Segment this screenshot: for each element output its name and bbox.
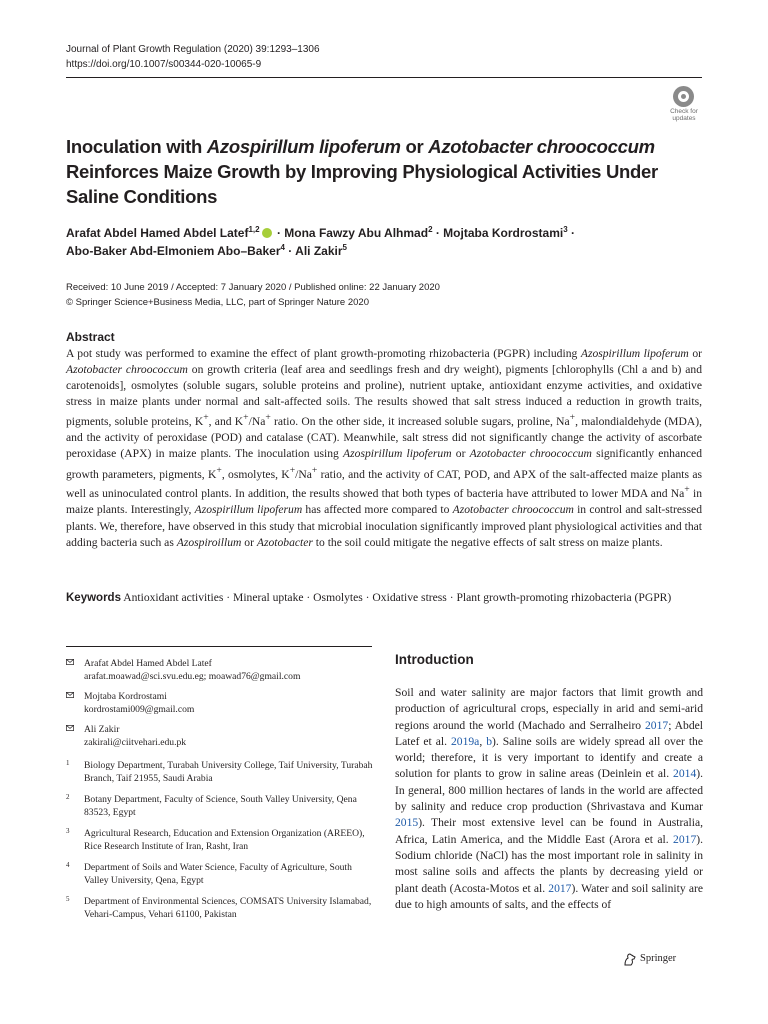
affiliation [66, 793, 376, 819]
affiliation-text: Botany Department, Faculty of Science, South Valley University, Qena 83523, Egypt [84, 794, 357, 818]
check-updates-label: Check for updates [670, 108, 698, 122]
author-list: Arafat Abdel Hamed Abdel Latef$^{1,2}$ · Mona Fawzy Abu Alhmad$^2$ · Mojtaba Kordrostami$^3$ · Abo-Baker Abd-Elmoniem Abo–Baker$^4$ · Ali Zakir$^5$ [66, 225, 575, 258]
citation-link[interactable]: 2017 [645, 718, 669, 732]
article-title: Inoculation with Azospirillum lipoferum or Azotobacter chroococcum Reinforces Maize Growth by Improving Physiological Activities Under Saline Conditions [66, 136, 658, 207]
affiliation-number: 3 [66, 827, 70, 835]
publisher-footer [623, 951, 703, 969]
springer-label: Springer [640, 953, 677, 964]
citation-link[interactable]: 2017 [673, 832, 697, 846]
affiliation-text: Department of Environmental Sciences, COMSATS University Islamabad, Vehari-Campus, Vehari 61100, Pakistan [84, 896, 372, 920]
affiliation [66, 827, 376, 853]
envelope-icon [66, 692, 74, 698]
affiliation-number: 2 [66, 793, 70, 801]
doi-link[interactable]: https://doi.org/10.1007/s00344-020-10065-9 [66, 59, 262, 70]
envelope-icon [66, 659, 74, 665]
publication-dates [66, 280, 702, 310]
keywords [66, 590, 702, 606]
orcid-icon[interactable] [262, 228, 272, 238]
check-for-updates-badge[interactable] [665, 85, 703, 125]
author-name: Abo-Baker Abd-Elmoniem Abo–Baker [66, 244, 281, 258]
affiliation-number: 4 [66, 861, 70, 869]
affiliation-text: Biology Department, Turabah University College, Taif University, Turabah Branch, Taif 21955, Saudi Arabia [84, 760, 373, 784]
footnote-rule [66, 646, 372, 647]
keywords-list: Antioxidant activities · Mineral uptake · Osmolytes · Oxidative stress · Plant growth-promoting rhizobacteria (PGPR) [120, 591, 672, 604]
citation-link[interactable]: 2017 [548, 881, 572, 895]
header-rule [66, 77, 702, 78]
contact-entry [66, 657, 376, 683]
author-name: Arafat Abdel Hamed Abdel Latef [66, 226, 249, 240]
contact-email[interactable]: arafat.moawad@sci.svu.edu.eg; moawad76@gmail.com [84, 671, 301, 682]
affiliation-text: Agricultural Research, Education and Extension Organization (AREEO), Rice Research Institute of Iran, Rasht, Iran [84, 828, 365, 852]
contact-entry [66, 723, 376, 749]
history-dates: Received: 10 June 2019 / Accepted: 7 January 2020 / Published online: 22 January 2020 [66, 282, 440, 293]
affiliation-text: Department of Soils and Water Science, Faculty of Agriculture, South Valley University, Qena, Egypt [84, 862, 352, 886]
citation-link[interactable]: 2019a [450, 734, 480, 748]
contact-email[interactable]: kordrostami009@gmail.com [84, 704, 195, 715]
contact-name: Ali Zakir [84, 724, 120, 735]
envelope-icon [66, 725, 74, 731]
contact-entry [66, 690, 376, 716]
copyright-line: © Springer Science+Business Media, LLC, part of Springer Nature 2020 [66, 297, 369, 308]
author-name: · Ali Zakir [284, 244, 343, 258]
author-name: · Mojtaba Kordrostami [432, 226, 564, 240]
citation-link[interactable]: 2014 [673, 767, 697, 781]
abstract-body: A pot study was performed to examine the effect of plant growth-promoting rhizobacteria (PGPR) including Azospirillum lipoferum or Azotobacter chroococcum on growth criteria (leaf area and seedlings fresh and dry weight), pigments [chlorophylls (Chl a and b) and carotenoids], osmolytes (soluble sugars, soluble proteins and proline), nutrient uptake, antioxidant enzyme activities, and oxidative stress in maize plants under normal and salt-affected soils. The results showed that salt stress induced a reduction in growth traits, pigments, soluble proteins, K+, and K+/Na+ ratio. On the other side, it increased soluble sugars, proline, Na+, malondialdehyde (MDA), and the activity of peroxidase (POD) and catalase (CAT). Meanwhile, salt stress did not significantly change the activity of ascorbate peroxidase (APX) in maize plants. The inoculation using Azospirillum lipoferum or Azotobacter chroococcum significantly enhanced growth parameters, pigments, K+, osmolytes, K+/Na+ ratio, and the activity of CAT, POD, and APX of the salt-affected maize plants as well as uninoculated control plants. In addition, the results showed that both types of bacteria have attributed to lower MDA and Na+ in maize plants. Interestingly, Azospirillum lipoferum has affected more compared to Azotobacter chroococcum in control and salt-stressed plants. We, therefore, have observed in this study that microbial inoculation significantly improved plant physiological activities and that adding bacteria such as Azospiroillum or Azotobacter to the soil could mitigate the negative effects of salt stress on maize plants. [66, 347, 703, 549]
contact-email[interactable]: zakirali@ciitvehari.edu.pk [84, 737, 187, 748]
introduction-heading: Introduction [395, 652, 474, 667]
journal-citation [66, 42, 320, 72]
journal-line: Journal of Plant Growth Regulation (2020) 39:1293–1306 [66, 44, 320, 55]
contact-name: Arafat Abdel Hamed Abdel Latef [84, 658, 212, 669]
contact-name: Mojtaba Kordrostami [84, 691, 167, 702]
springer-horse-icon [623, 953, 637, 966]
affiliation-number: 5 [66, 895, 70, 903]
citation-link[interactable]: 2015 [395, 816, 419, 830]
affiliation [66, 759, 376, 785]
affiliation-number: 1 [66, 759, 70, 767]
author-name: · Mona Fawzy Abu Alhmad [273, 226, 429, 240]
keywords-label: Keywords [66, 592, 121, 604]
citation-link[interactable]: b [486, 734, 492, 748]
abstract-heading: Abstract [66, 330, 115, 344]
correspondence-affiliations [66, 657, 376, 929]
introduction-body: Soil and water salinity are major factors that limit growth and production of agricultural crops, especially in arid and semi-arid regions around the world (Machado and Serralheiro 2017; Abdel Latef et al. 2019a, b). Saline soils are widely spread all over the world; therefore, it is very important to identify and create a solution for plants to grow in saline areas (Deinlein et al. 2014). In general, 800 million hectares of lands in the world are affected by salinity and reduce crop production (Shrivastava and Kumar 2015). Their most extensive level can be found in Australia, Africa, Latin America, and the Middle East (Arora et al. 2017). Sodium chloride (NaCl) has the most important role in salinity in most saline soils and affects the plants by decreasing yield or plant death (Acosta-Motos et al. 2017). Water and soil salinity are due to high amounts of salts, and the effects of [395, 686, 703, 911]
affiliation [66, 861, 376, 887]
check-updates-icon [673, 86, 694, 107]
affiliation [66, 895, 376, 921]
